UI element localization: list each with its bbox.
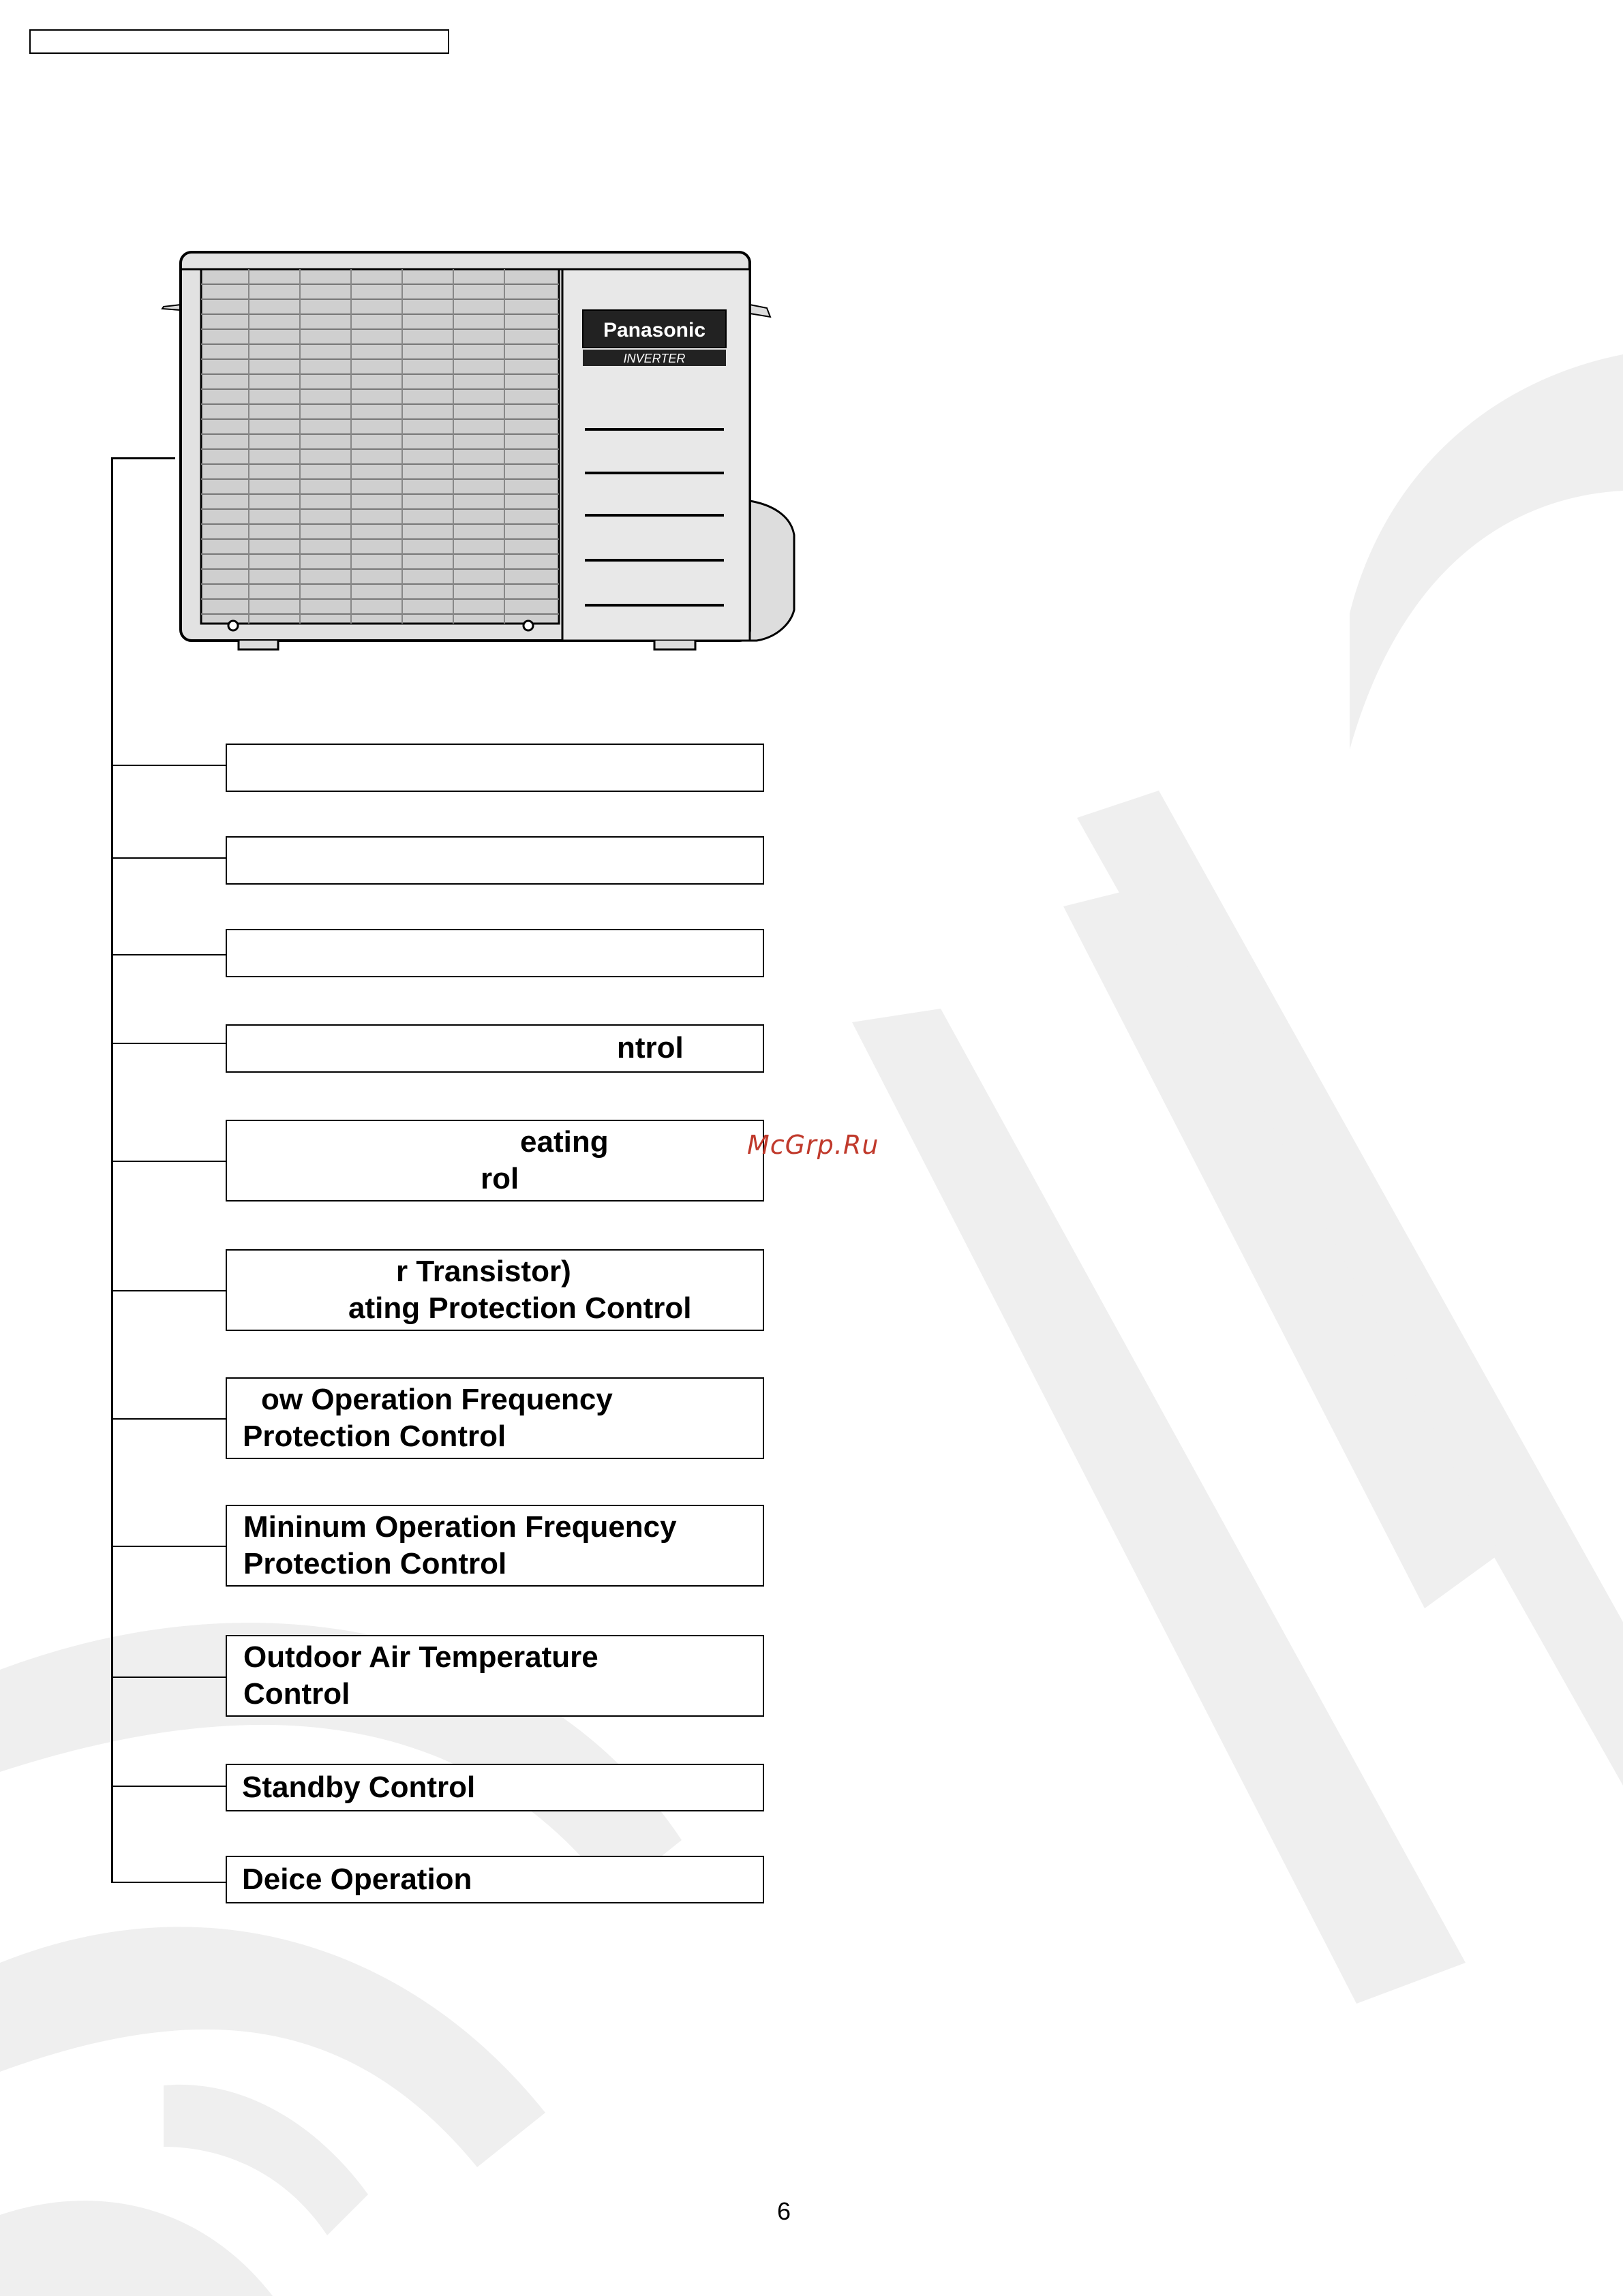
tree-branch [111,857,226,859]
tree-branch [111,1677,226,1678]
box-7-line-1: ow Operation Frequency [261,1383,613,1416]
box-8-line-2: Protection Control [243,1547,507,1580]
tree-branch [111,1043,226,1044]
box-7-line-2: Protection Control [243,1420,506,1453]
box-10-line-1: Standby Control [242,1771,476,1804]
watermark-site-text: McGrp.Ru [747,1130,879,1160]
tree-branch [111,954,226,955]
box-9-line-2: Control [243,1677,350,1711]
model-label-text: INVERTER [623,352,686,365]
box-5-line-2: rol [481,1162,519,1195]
header-box [29,29,449,54]
control-box-9 [226,1635,764,1717]
control-box-7 [226,1377,764,1459]
tree-branch [111,1546,226,1547]
tree-spine [111,457,113,1883]
box-8-line-1: Mininum Operation Frequency [243,1510,677,1544]
control-box-11 [226,1856,764,1903]
control-box-4 [226,1024,764,1073]
box-4-line-1: ntrol [617,1031,684,1065]
box-9-line-1: Outdoor Air Temperature [243,1640,598,1674]
control-box-5 [226,1120,764,1201]
brand-logo-text: Panasonic [603,319,706,341]
control-box-2 [226,836,764,885]
control-box-8 [226,1505,764,1587]
box-6-line-2: ating Protection Control [348,1291,692,1325]
tree-top-connector [111,457,175,459]
box-11-line-1: Deice Operation [242,1863,472,1896]
box-5-line-1: eating [520,1125,609,1159]
control-box-1 [226,744,764,792]
outdoor-unit-illustration [157,242,811,664]
tree-branch [111,1290,226,1291]
tree-branch [111,1161,226,1162]
box-6-line-1: r Transistor) [396,1255,571,1288]
control-box-3 [226,929,764,977]
tree-branch [111,1418,226,1420]
tree-branch [111,1786,226,1787]
tree-branch [111,1882,226,1883]
control-box-10 [226,1764,764,1811]
control-box-6 [226,1249,764,1331]
tree-branch [111,765,226,766]
page-number: 6 [777,2197,791,2225]
